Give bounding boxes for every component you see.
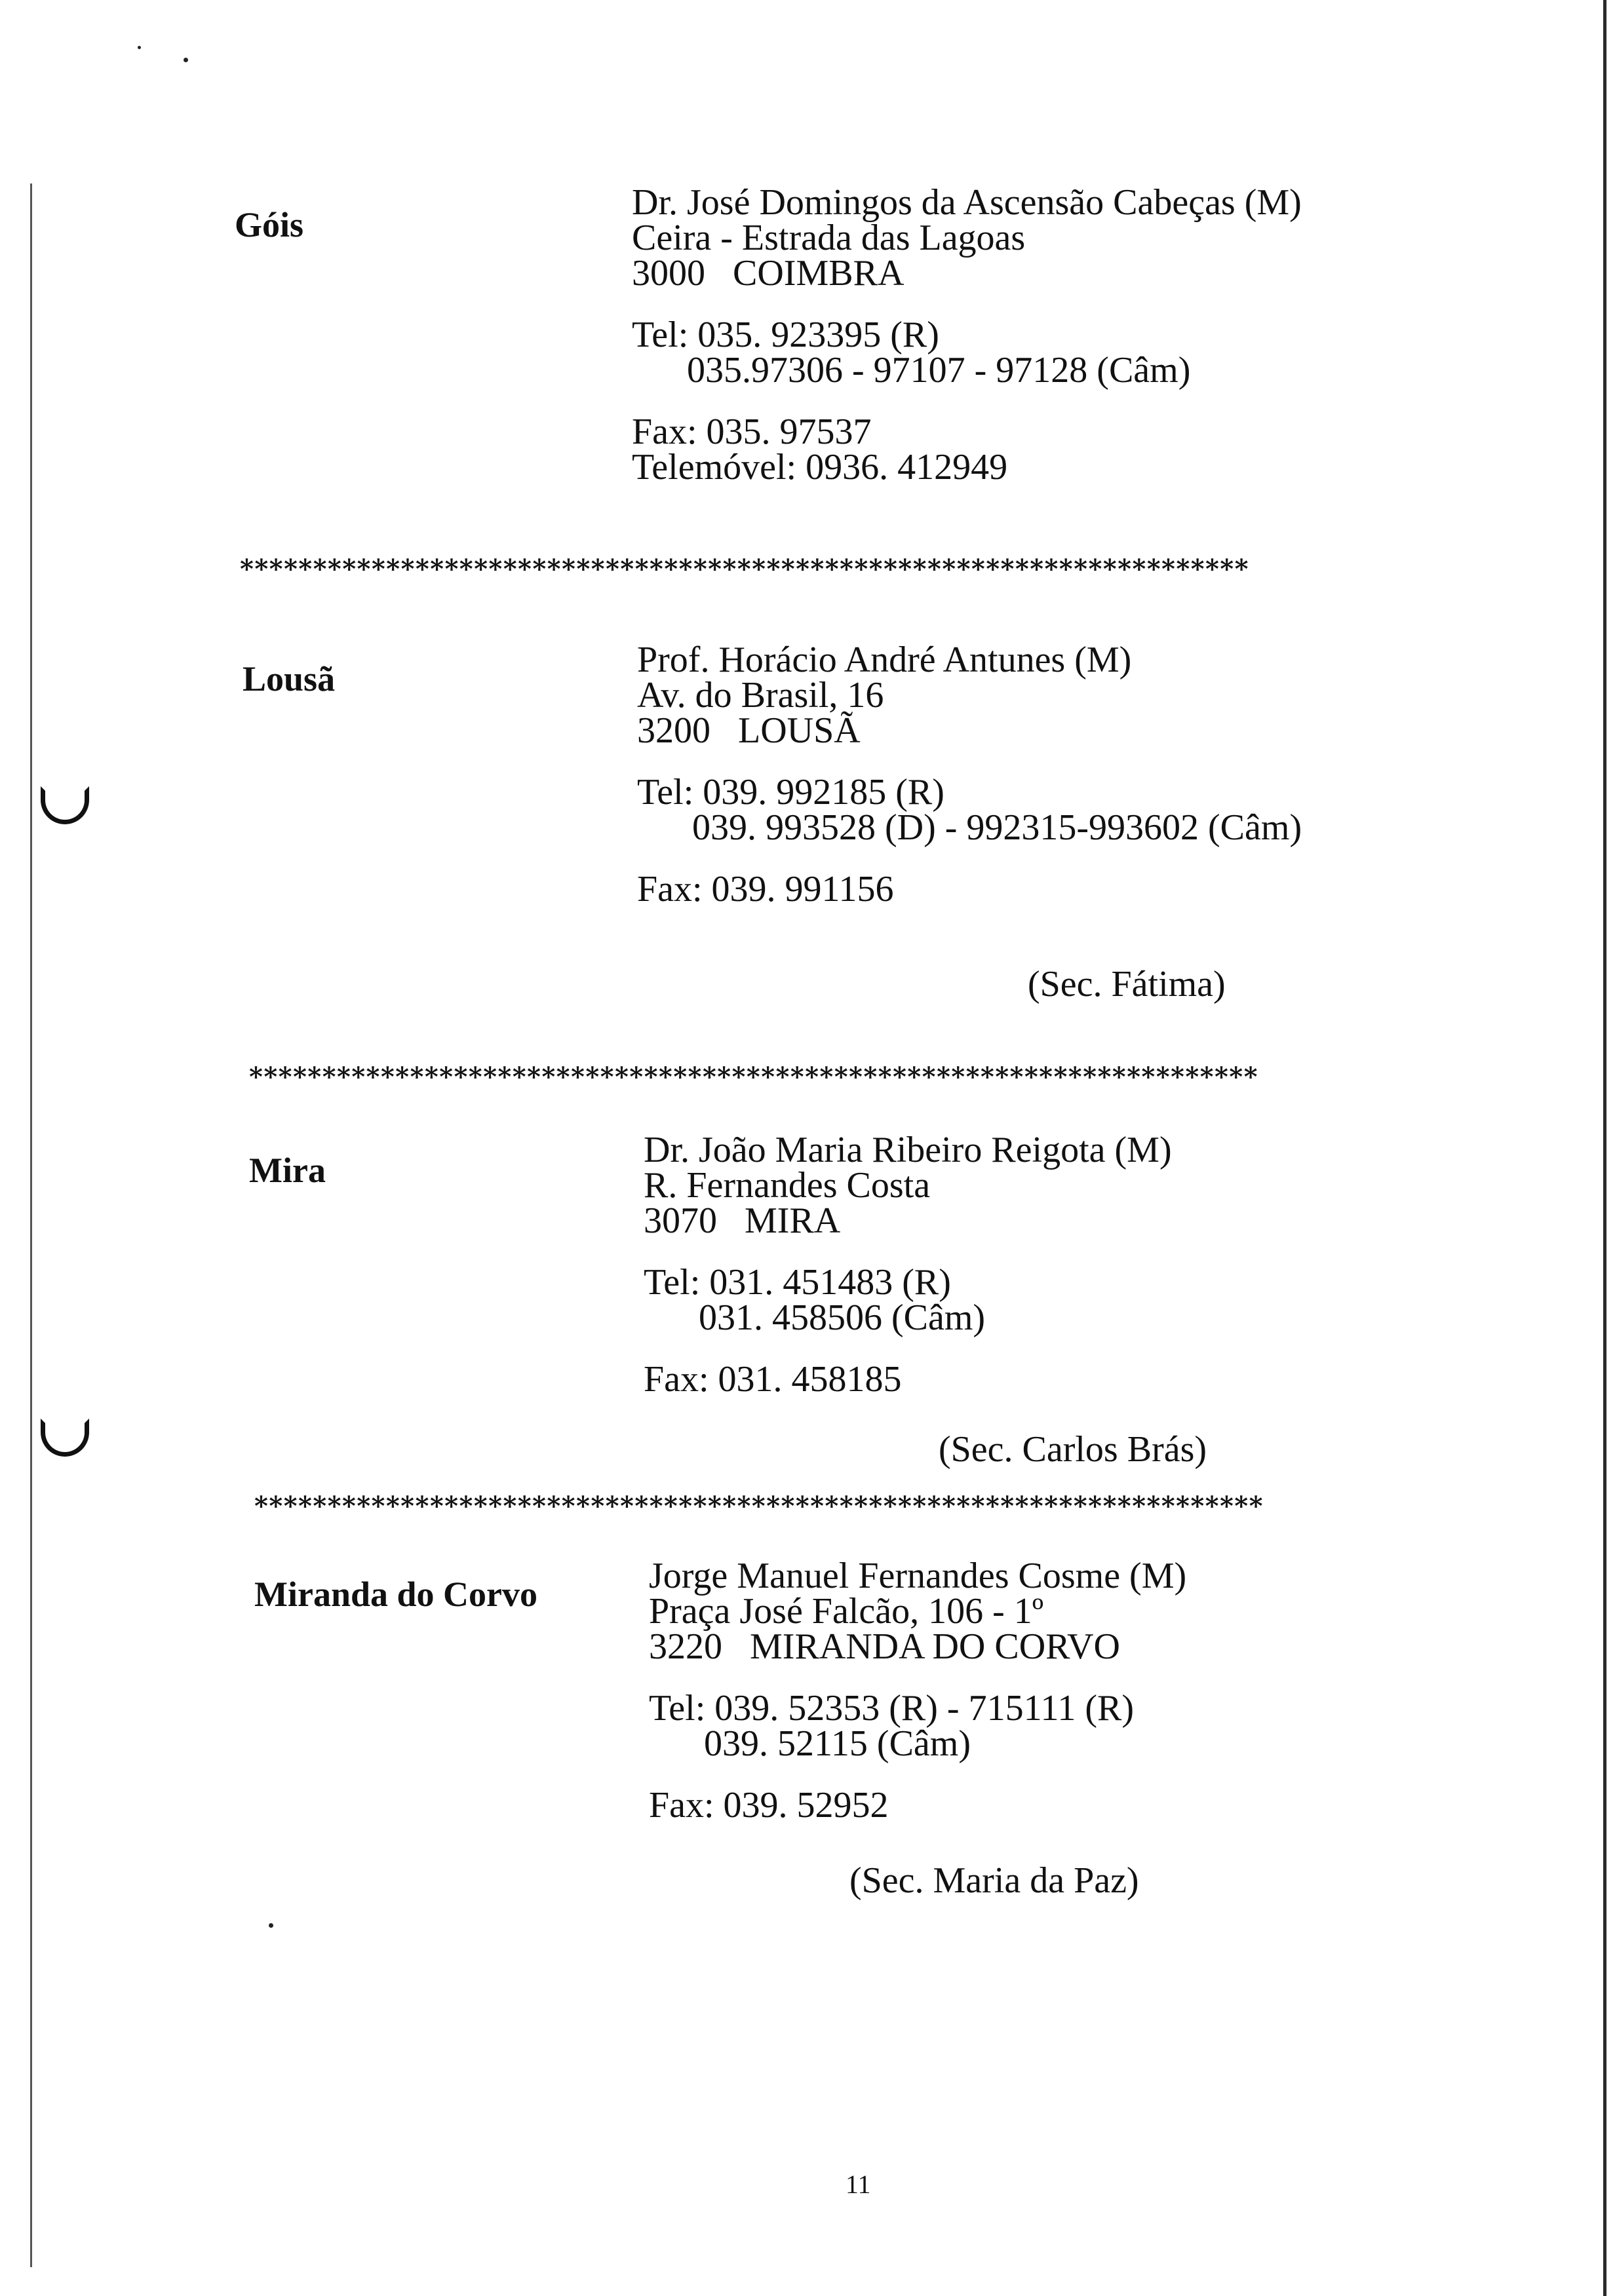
place-name: Góis	[235, 205, 304, 244]
contact-address: Ceira - Estrada das Lagoas	[632, 218, 1026, 258]
secretary-note: (Sec. Maria da Paz)	[849, 1860, 1139, 1901]
contact-phone: 039. 993528 (D) - 992315-993602 (Câm)	[637, 807, 1302, 848]
separator: *********************************************************************	[249, 1062, 1258, 1092]
secretary-note: (Sec. Fátima)	[1028, 964, 1226, 1004]
contact-postal: 3220 MIRANDA DO CORVO	[649, 1626, 1120, 1667]
contact-fax: Fax: 039. 991156	[637, 869, 894, 909]
contact-name: Prof. Horácio André Antunes (M)	[637, 640, 1132, 680]
separator: *********************************************************************	[254, 1491, 1264, 1521]
contact-fax: Fax: 031. 458185	[644, 1359, 902, 1400]
contact-phone: 035.97306 - 97107 - 97128 (Câm)	[632, 350, 1191, 391]
contact-block	[649, 1556, 1187, 1826]
contact-postal: 3070 MIRA	[644, 1200, 841, 1241]
contact-address: Praça José Falcão, 106 - 1º	[649, 1591, 1044, 1632]
punch-hole-mark	[41, 1419, 89, 1457]
place-name: Lousã	[243, 659, 336, 698]
contact-postal: 3200 LOUSÃ	[637, 710, 861, 751]
contact-phone: 039. 52115 (Câm)	[649, 1723, 971, 1764]
punch-hole-mark	[41, 786, 89, 824]
contact-mobile: Telemóvel: 0936. 412949	[632, 447, 1008, 488]
scan-edge-left	[30, 183, 32, 2267]
contact-block	[644, 1130, 1172, 1400]
contact-phone: Tel: 031. 451483 (R)	[644, 1262, 951, 1303]
contact-phone: Tel: 039. 992185 (R)	[637, 772, 944, 813]
contact-phone: Tel: 035. 923395 (R)	[632, 315, 939, 355]
contact-address: R. Fernandes Costa	[644, 1165, 931, 1206]
secretary-note: (Sec. Carlos Brás)	[939, 1429, 1207, 1470]
scan-speck	[269, 1923, 273, 1928]
contact-postal: 3000 COIMBRA	[632, 253, 905, 294]
contact-name: Dr. José Domingos da Ascensão Cabeças (M)	[632, 182, 1302, 223]
scan-speck	[184, 58, 188, 62]
contact-block	[632, 182, 1302, 488]
contact-phone: 031. 458506 (Câm)	[644, 1297, 986, 1338]
contact-name: Dr. João Maria Ribeiro Reigota (M)	[644, 1130, 1172, 1170]
contact-fax: Fax: 035. 97537	[632, 411, 872, 452]
contact-block	[637, 642, 1302, 907]
contact-name: Jorge Manuel Fernandes Cosme (M)	[649, 1556, 1187, 1596]
place-name: Mira	[249, 1151, 326, 1190]
contact-phone: Tel: 039. 52353 (R) - 715111 (R)	[649, 1688, 1135, 1729]
contact-fax: Fax: 039. 52952	[649, 1785, 889, 1826]
scan-speck	[138, 46, 141, 49]
contact-address: Av. do Brasil, 16	[637, 675, 884, 716]
place-name: Miranda do Corvo	[254, 1575, 537, 1614]
page-number: 11	[846, 2170, 871, 2199]
scan-edge-right	[1603, 0, 1606, 2296]
separator: *********************************************************************	[240, 554, 1249, 584]
